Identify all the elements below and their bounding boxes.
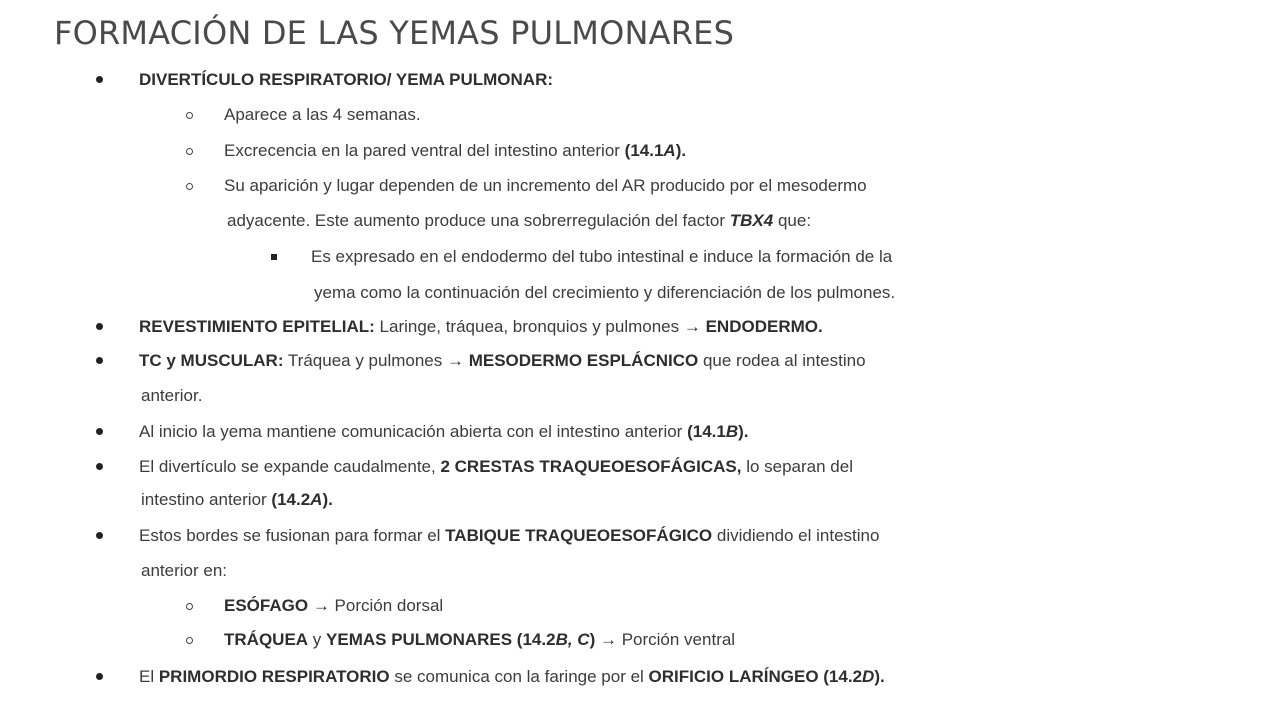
sub-item-ar-line1: Su aparición y lugar dependen de un incremento del AR producido por el mesodermo: [224, 176, 867, 195]
arrow-icon: →: [599, 630, 617, 649]
tertiary-item-line1: Es expresado en el endodermo del tubo intestinal e induce la formación de la: [311, 247, 893, 266]
sub-bullet-circle: [186, 112, 193, 119]
sub-bullet-circle: [186, 637, 193, 644]
bullet-dot: [96, 463, 103, 470]
sub-bullet-circle: [186, 183, 193, 190]
tertiary-bullet-square: [271, 254, 277, 260]
sub-item-trachea: TRÁQUEA y YEMAS PULMONARES (14.2B, C) → Porción ventral: [224, 630, 736, 649]
bullet-dot: [96, 357, 103, 364]
sub-item-esophagus: ESÓFAGO → Porción dorsal: [224, 596, 444, 615]
bullet-epithelial-lining: REVESTIMIENTO EPITELIAL: Laringe, tráquea, bronquios y pulmones → ENDODERMO.: [139, 317, 823, 336]
slide-title: FORMACIÓN DE LAS YEMAS PULMONARES: [54, 14, 735, 52]
arrow-icon: →: [312, 596, 330, 615]
bullet-tracheoesophageal-ridges-line2: intestino anterior (14.2A).: [141, 490, 333, 509]
sub-item-ar-line2: adyacente. Este aumento produce una sobrerregulación del factor TBX4 que:: [227, 211, 812, 230]
bullet-dot: [96, 428, 103, 435]
bullet-respiratory-primordium: El PRIMORDIO RESPIRATORIO se comunica con la faringe por el ORIFICIO LARÍNGEO (14.2D).: [139, 667, 885, 686]
bullet-dot: [96, 76, 103, 83]
arrow-icon: →: [683, 317, 701, 336]
sub-item-appears: Aparece a las 4 semanas.: [224, 105, 421, 124]
bullet-respiratory-diverticulum: DIVERTÍCULO RESPIRATORIO/ YEMA PULMONAR:: [139, 70, 554, 89]
arrow-icon: →: [446, 351, 464, 370]
bullet-open-communication: Al inicio la yema mantiene comunicación abierta con el intestino anterior (14.1B).: [139, 422, 749, 441]
tertiary-item-line2: yema como la continuación del crecimiento y diferenciación de los pulmones.: [314, 283, 896, 302]
sub-item-excrescence: Excrecencia en la pared ventral del intestino anterior (14.1A).: [224, 141, 687, 160]
sub-bullet-circle: [186, 148, 193, 155]
bullet-dot: [96, 323, 103, 330]
bullet-dot: [96, 673, 103, 680]
bullet-dot: [96, 532, 103, 539]
sub-bullet-circle: [186, 603, 193, 610]
bullet-tracheoesophageal-septum-line2: anterior en:: [141, 561, 227, 580]
bullet-tc-muscular: TC y MUSCULAR: Tráquea y pulmones → MESODERMO ESPLÁCNICO que rodea al intestino: [139, 351, 866, 370]
bullet-tracheoesophageal-ridges: El divertículo se expande caudalmente, 2 CRESTAS TRAQUEOESOFÁGICAS, lo separan del: [139, 457, 853, 476]
bullet-tc-muscular-line2: anterior.: [141, 386, 203, 405]
bullet-tracheoesophageal-septum: Estos bordes se fusionan para formar el TABIQUE TRAQUEOESOFÁGICO dividiendo el intestino: [139, 526, 880, 545]
